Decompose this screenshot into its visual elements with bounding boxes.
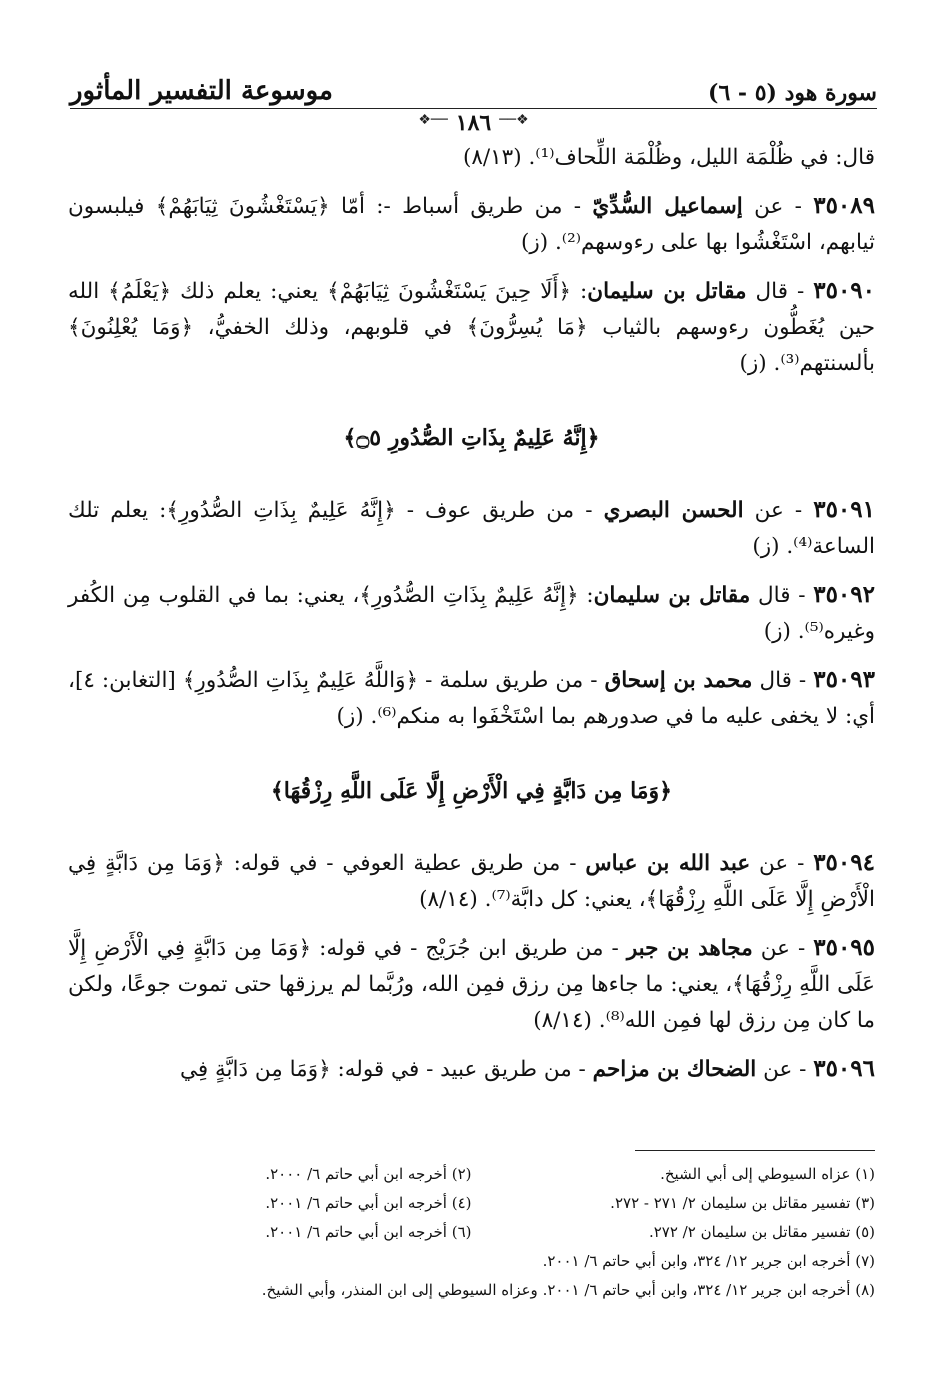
book-title: موسوعة التفسير المأثور	[70, 76, 333, 106]
entry-text: - من طريق عبيد - في قوله: ﴿وَمَا مِن دَابَّةٍ فِي	[179, 1057, 593, 1082]
entry-connector: - قال	[746, 279, 814, 304]
entry-connector: - عن	[756, 1057, 814, 1082]
narrator-name: مقاتل بن سليمان	[587, 279, 747, 304]
entry-number: ٣٥٠٨٩	[813, 192, 875, 219]
narrator-name: عبد الله بن عباس	[585, 851, 751, 876]
entry-number: ٣٥٠٩٢	[813, 581, 875, 608]
narrator-name: محمد بن إسحاق	[604, 668, 753, 693]
narrator-name: مقاتل بن سليمان	[593, 583, 751, 608]
entry-number: ٣٥٠٩٠	[813, 277, 876, 304]
ornament-icon: ──❖	[418, 112, 448, 128]
entry-text: - من طريق ابن جُرَيْج - في قوله: ﴿وَمَا مِن دَابَّةٍ فِي الْأَرْضِ إِلَّا عَلَى اللَّهِ رِزْقُهَا﴾، يعني: ما جاءها مِن رزق فمِن الله، ورُبَّما لم يرزقها حتى تموت جوعًا، ولكن ما كان مِن رزق لها فمِن الله⁽⁸⁾. (٨/١٤)	[68, 936, 875, 1033]
footnote-row	[68, 1189, 875, 1218]
entry-number: ٣٥٠٩٦	[813, 1055, 875, 1082]
footnotes	[68, 1160, 875, 1305]
intro-line: قال: في ظُلْمَة الليل، وظُلْمَة اللِّحاف⁽¹⁾. (٨/١٣)	[462, 145, 875, 170]
footnote: (٧) أخرجه ابن جرير ١٢/ ٣٢٤، وابن أبي حاتم ٦/ ٢٠٠١.	[542, 1252, 875, 1270]
entry-paragraph	[68, 492, 875, 565]
entry-connector: - قال	[752, 668, 814, 693]
page-number-row	[70, 108, 877, 136]
entry-text: - من طريق عوف - ﴿إِنَّهُ عَلِيمٌ بِذَاتِ الصُّدُورِ﴾: يعلم تلك الساعة⁽⁴⁾. (ز)	[68, 498, 875, 559]
ayah-heading: ﴿وَمَا مِن دَابَّةٍ فِي الْأَرْضِ إِلَّا عَلَى اللَّهِ رِزْقُهَا﴾	[270, 778, 673, 804]
entry-number: ٣٥٠٩٤	[813, 849, 875, 876]
narrator-name: الحسن البصري	[603, 498, 744, 523]
entry-paragraph	[68, 662, 875, 735]
narrator-name: إسماعيل السُّدِّيّ	[592, 194, 743, 219]
footnote: (٤) أخرجه ابن أبي حاتم ٦/ ٢٠٠١.	[265, 1194, 472, 1212]
entry-connector: - عن	[750, 851, 814, 876]
entry-paragraph	[68, 930, 875, 1039]
entry-connector: - عن	[752, 936, 814, 961]
entry-text: - من طريق عطية العوفي - في قوله: ﴿وَمَا مِن دَابَّةٍ فِي الْأَرْضِ إِلَّا عَلَى اللَّهِ رِزْقُهَا﴾، يعني: كل دابَّة⁽⁷⁾. (٨/١٤)	[68, 851, 875, 912]
footnote: (٢) أخرجه ابن أبي حاتم ٦/ ٢٠٠٠.	[265, 1165, 472, 1183]
footnote: (١) عزاه السيوطي إلى أبي الشيخ.	[660, 1165, 875, 1183]
footnote: (٣) تفسير مقاتل بن سليمان ٢/ ٢٧١ - ٢٧٢.	[610, 1194, 875, 1212]
narrator-name: مجاهد بن جبر	[626, 936, 753, 961]
entry-connector: - قال	[750, 583, 814, 608]
main-text	[68, 140, 875, 1100]
entry-number: ٣٥٠٩٣	[813, 666, 875, 693]
entry-text: - من طريق سلمة - ﴿وَاللَّهُ عَلِيمٌ بِذَاتِ الصُّدُورِ﴾ [التغابن: ٤]، أي: لا يخفى عليه ما في صدورهم بما اسْتَخْفَوا به منكم⁽⁶⁾. (ز)	[68, 668, 875, 729]
entry-connector: - عن	[742, 194, 814, 219]
footnote: (٦) أخرجه ابن أبي حاتم ٦/ ٢٠٠١.	[265, 1223, 472, 1241]
entry-paragraph	[68, 577, 875, 650]
entry-text: : ﴿أَلَا حِينَ يَسْتَغْشُونَ ثِيَابَهُمْ﴾ يعني: يعلم ذلك ﴿يَعْلَمُ﴾ الله حين يُغَطُّون رءوسهم بالثياب ﴿مَا يُسِرُّونَ﴾ في قلوبهم، وذلك الخفيُّ، ﴿وَمَا يُعْلِنُونَ﴾ بألسنتهم⁽³⁾. (ز)	[68, 279, 875, 376]
footnote-separator	[635, 1150, 875, 1151]
sura-heading: سورة هود (٥ - ٦)	[708, 80, 877, 106]
ayah-heading: ﴿إِنَّهُ عَلِيمٌ بِذَاتِ الصُّدُورِ ۝٥﴾	[343, 425, 600, 451]
footnote: (٨) أخرجه ابن جرير ١٢/ ٣٢٤، وابن أبي حاتم ٦/ ٢٠٠١. وعزاه السيوطي إلى ابن المنذر، وأبي الشيخ.	[261, 1281, 875, 1299]
entry-number: ٣٥٠٩٥	[813, 934, 876, 961]
entry-paragraph	[68, 845, 875, 918]
entry-number: ٣٥٠٩١	[813, 496, 875, 523]
page-number: ١٨٦	[448, 110, 499, 136]
narrator-name: الضحاك بن مزاحم	[592, 1057, 757, 1082]
running-header	[70, 72, 877, 106]
footnote-row	[68, 1160, 875, 1189]
entry-paragraph	[68, 188, 875, 261]
ornament-icon: ❖──	[499, 112, 529, 128]
entry-paragraph	[68, 273, 875, 382]
footnote-row	[68, 1218, 875, 1247]
entry-connector: - عن	[743, 498, 814, 523]
entry-text: : ﴿إِنَّهُ عَلِيمٌ بِذَاتِ الصُّدُورِ﴾، يعني: بما في القلوب مِن الكُفر وغيره⁽⁵⁾. (ز)	[68, 583, 875, 644]
entry-paragraph	[68, 1051, 875, 1088]
footnote: (٥) تفسير مقاتل بن سليمان ٢/ ٢٧٢.	[648, 1223, 875, 1241]
entry-text: - من طريق أسباط -: أمّا ﴿يَسْتَغْشُونَ ثِيَابَهُمْ﴾ فيلبسون ثيابهم، اسْتَغْشُوا بها على رءوسهم⁽²⁾. (ز)	[68, 194, 875, 255]
